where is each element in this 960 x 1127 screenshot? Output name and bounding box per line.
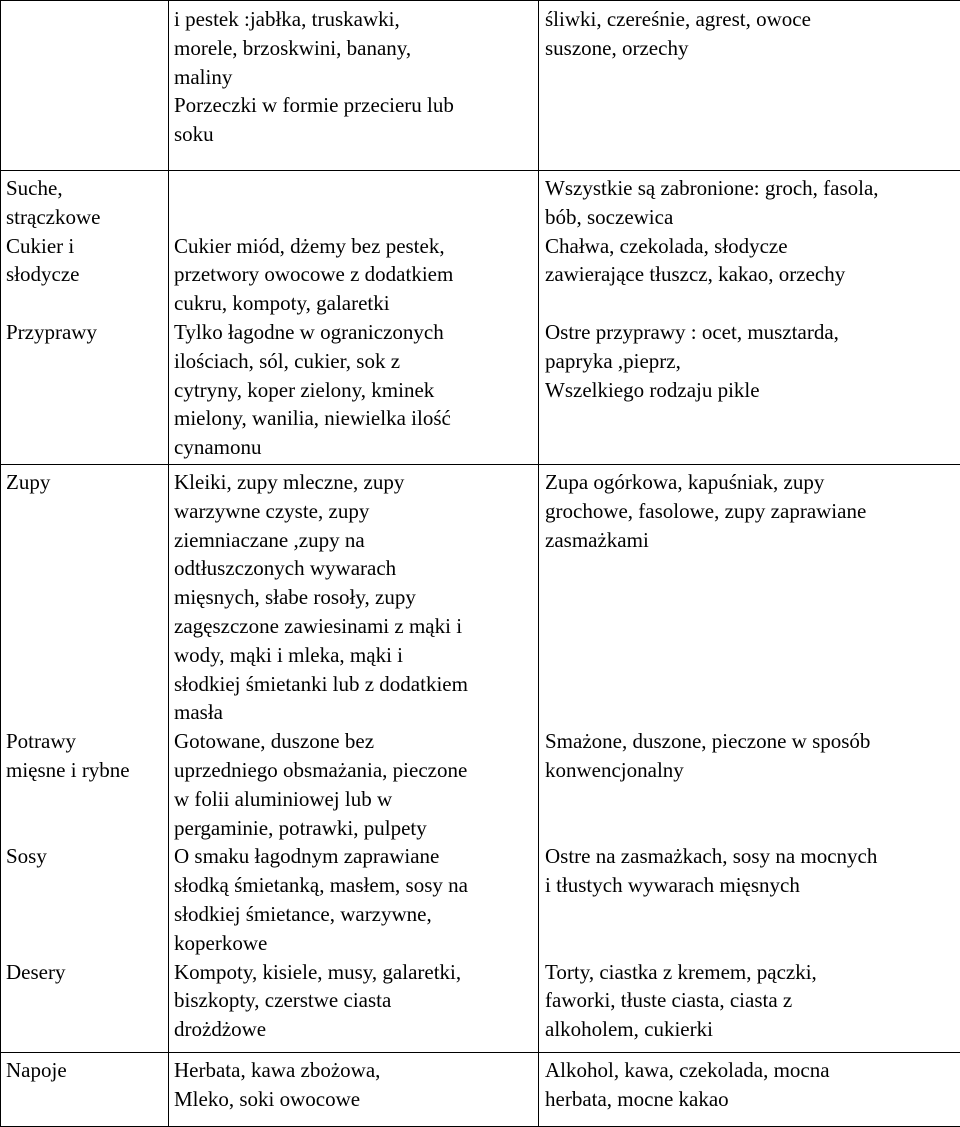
text-line: strączkowe <box>6 204 101 229</box>
table-row <box>1 465 960 1053</box>
text-line: herbata, mocne kakao <box>545 1086 729 1111</box>
text-line: ziemniaczane ,zupy na <box>174 527 365 552</box>
text-line: soku <box>174 122 214 147</box>
text-line: faworki, tłuste ciasta, ciasta z <box>545 988 793 1013</box>
text-line: Wszystkie są zabronione: groch, fasola, <box>545 176 879 200</box>
allowed-foods-cell <box>169 1 539 171</box>
allowed-foods-cell <box>169 171 539 465</box>
text-line: słodką śmietanką, masłem, sosy na <box>174 873 468 898</box>
text-line: zawierające tłuszcz, kakao, orzechy <box>545 262 846 287</box>
text-line: Mleko, soki owocowe <box>174 1086 361 1111</box>
text-line: Herbata, kawa zbożowa, <box>174 1058 381 1082</box>
text-line: cukru, kompoty, galaretki <box>174 291 390 316</box>
text-line: wody, mąki i mleka, mąki i <box>174 642 404 667</box>
text-line: zasmażkami <box>545 527 649 552</box>
table-row <box>1 171 960 465</box>
text-line: bób, soczewica <box>545 204 674 229</box>
category-label <box>6 174 164 232</box>
forbidden-foods-text <box>545 5 954 149</box>
category-cell <box>1 171 169 465</box>
category-label <box>6 727 164 842</box>
category-label <box>6 1056 164 1114</box>
forbidden-foods-text <box>545 1056 954 1114</box>
allowed-foods-text <box>174 232 534 318</box>
category-cell <box>1 1053 169 1127</box>
category-cell <box>1 1 169 171</box>
text-line: Suche, <box>6 176 63 200</box>
text-line: Kompoty, kisiele, musy, galaretki, <box>174 959 462 984</box>
forbidden-foods-text <box>545 232 954 318</box>
forbidden-foods-text <box>545 958 954 1044</box>
category-cell <box>1 465 169 1053</box>
text-line: Sosy <box>6 844 47 869</box>
allowed-foods-text <box>174 468 534 727</box>
text-line: mięsne i rybne <box>6 757 130 782</box>
category-label <box>6 958 164 1044</box>
allowed-foods-text <box>174 1056 534 1114</box>
text-line: Wszelkiego rodzaju pikle <box>545 377 760 402</box>
text-line: Zupa ogórkowa, kapuśniak, zupy <box>545 470 825 494</box>
text-line: cynamonu <box>174 435 262 460</box>
allowed-foods-cell <box>169 1053 539 1127</box>
text-line: warzywne czyste, zupy <box>174 498 370 523</box>
text-line: Chałwa, czekolada, słodycze <box>545 233 788 258</box>
category-label <box>6 232 164 318</box>
text-line: słodkiej śmietance, warzywne, <box>174 901 432 926</box>
text-line: Torty, ciastka z kremem, pączki, <box>545 959 817 984</box>
text-line: konwencjonalny <box>545 757 684 782</box>
category-label <box>6 468 164 727</box>
forbidden-foods-cell <box>539 465 960 1053</box>
forbidden-foods-text <box>545 174 954 232</box>
text-line: morele, brzoskwini, banany, <box>174 35 412 60</box>
text-line: suszone, orzechy <box>545 35 689 60</box>
text-line: uprzedniego obsmażania, pieczone <box>174 757 468 782</box>
text-line: koperkowe <box>174 930 268 955</box>
text-line: Zupy <box>6 470 51 494</box>
text-line: Porzeczki w formie przecieru lub <box>174 93 454 118</box>
text-line: mielony, wanilia, niewielka ilość <box>174 406 451 431</box>
text-line: Ostre przyprawy : ocet, musztarda, <box>545 319 839 344</box>
text-line: Przyprawy <box>6 319 97 344</box>
forbidden-foods-cell <box>539 1053 960 1127</box>
text-line: Desery <box>6 959 66 984</box>
text-line: i tłustych wywarach mięsnych <box>545 873 800 898</box>
category-label <box>6 318 164 462</box>
allowed-foods-text <box>174 174 534 232</box>
text-line: ilościach, sól, cukier, sok z <box>174 348 401 373</box>
text-line: biszkopty, czerstwe ciasta <box>174 988 392 1013</box>
forbidden-foods-text <box>545 318 954 462</box>
forbidden-foods-text <box>545 468 954 727</box>
text-line: Napoje <box>6 1058 67 1082</box>
text-line: Cukier i <box>6 233 75 258</box>
forbidden-foods-cell <box>539 171 960 465</box>
text-line: Potrawy <box>6 729 76 754</box>
text-line: alkoholem, cukierki <box>545 1017 713 1042</box>
text-line: Cukier miód, dżemy bez pestek, <box>174 233 445 258</box>
allowed-foods-text <box>174 727 534 842</box>
text-line: papryka ,pieprz, <box>545 348 681 373</box>
text-line: cytryny, koper zielony, kminek <box>174 377 435 402</box>
text-line: Smażone, duszone, pieczone w sposób <box>545 729 871 754</box>
text-line: mięsnych, słabe rosoły, zupy <box>174 585 416 610</box>
text-line: zagęszczone zawiesinami z mąki i <box>174 613 463 638</box>
text-line: w folii aluminiowej lub w <box>174 786 393 811</box>
text-line: masła <box>174 700 223 725</box>
text-line: Gotowane, duszone bez <box>174 729 375 754</box>
allowed-foods-text <box>174 318 534 462</box>
table-row <box>1 1053 960 1127</box>
text-line: słodycze <box>6 262 80 287</box>
allowed-foods-text <box>174 5 534 149</box>
text-line: maliny <box>174 64 233 89</box>
allowed-foods-cell <box>169 465 539 1053</box>
text-line: Alkohol, kawa, czekolada, mocna <box>545 1058 830 1082</box>
text-line: odtłuszczonych wywarach <box>174 556 397 581</box>
text-line: grochowe, fasolowe, zupy zaprawiane <box>545 498 867 523</box>
category-label <box>6 842 164 957</box>
text-line: Kleiki, zupy mleczne, zupy <box>174 470 405 494</box>
text-line: O smaku łagodnym zaprawiane <box>174 844 440 869</box>
text-line: i pestek :jabłka, truskawki, <box>174 7 400 31</box>
text-line: drożdżowe <box>174 1017 267 1042</box>
allowed-foods-text <box>174 958 534 1044</box>
forbidden-foods-cell <box>539 1 960 171</box>
text-line: śliwki, czereśnie, agrest, owoce <box>545 7 811 31</box>
text-line: Ostre na zasmażkach, sosy na mocnych <box>545 844 878 869</box>
text-line: Tylko łagodne w ograniczonych <box>174 319 444 344</box>
forbidden-foods-text <box>545 842 954 957</box>
forbidden-foods-text <box>545 727 954 842</box>
table-row <box>1 1 960 171</box>
text-line: słodkiej śmietanki lub z dodatkiem <box>174 671 468 696</box>
text-line: przetwory owocowe z dodatkiem <box>174 262 454 287</box>
allowed-foods-text <box>174 842 534 957</box>
category-label <box>6 5 164 149</box>
text-line: pergaminie, potrawki, pulpety <box>174 815 427 840</box>
table-body <box>1 1 960 1127</box>
